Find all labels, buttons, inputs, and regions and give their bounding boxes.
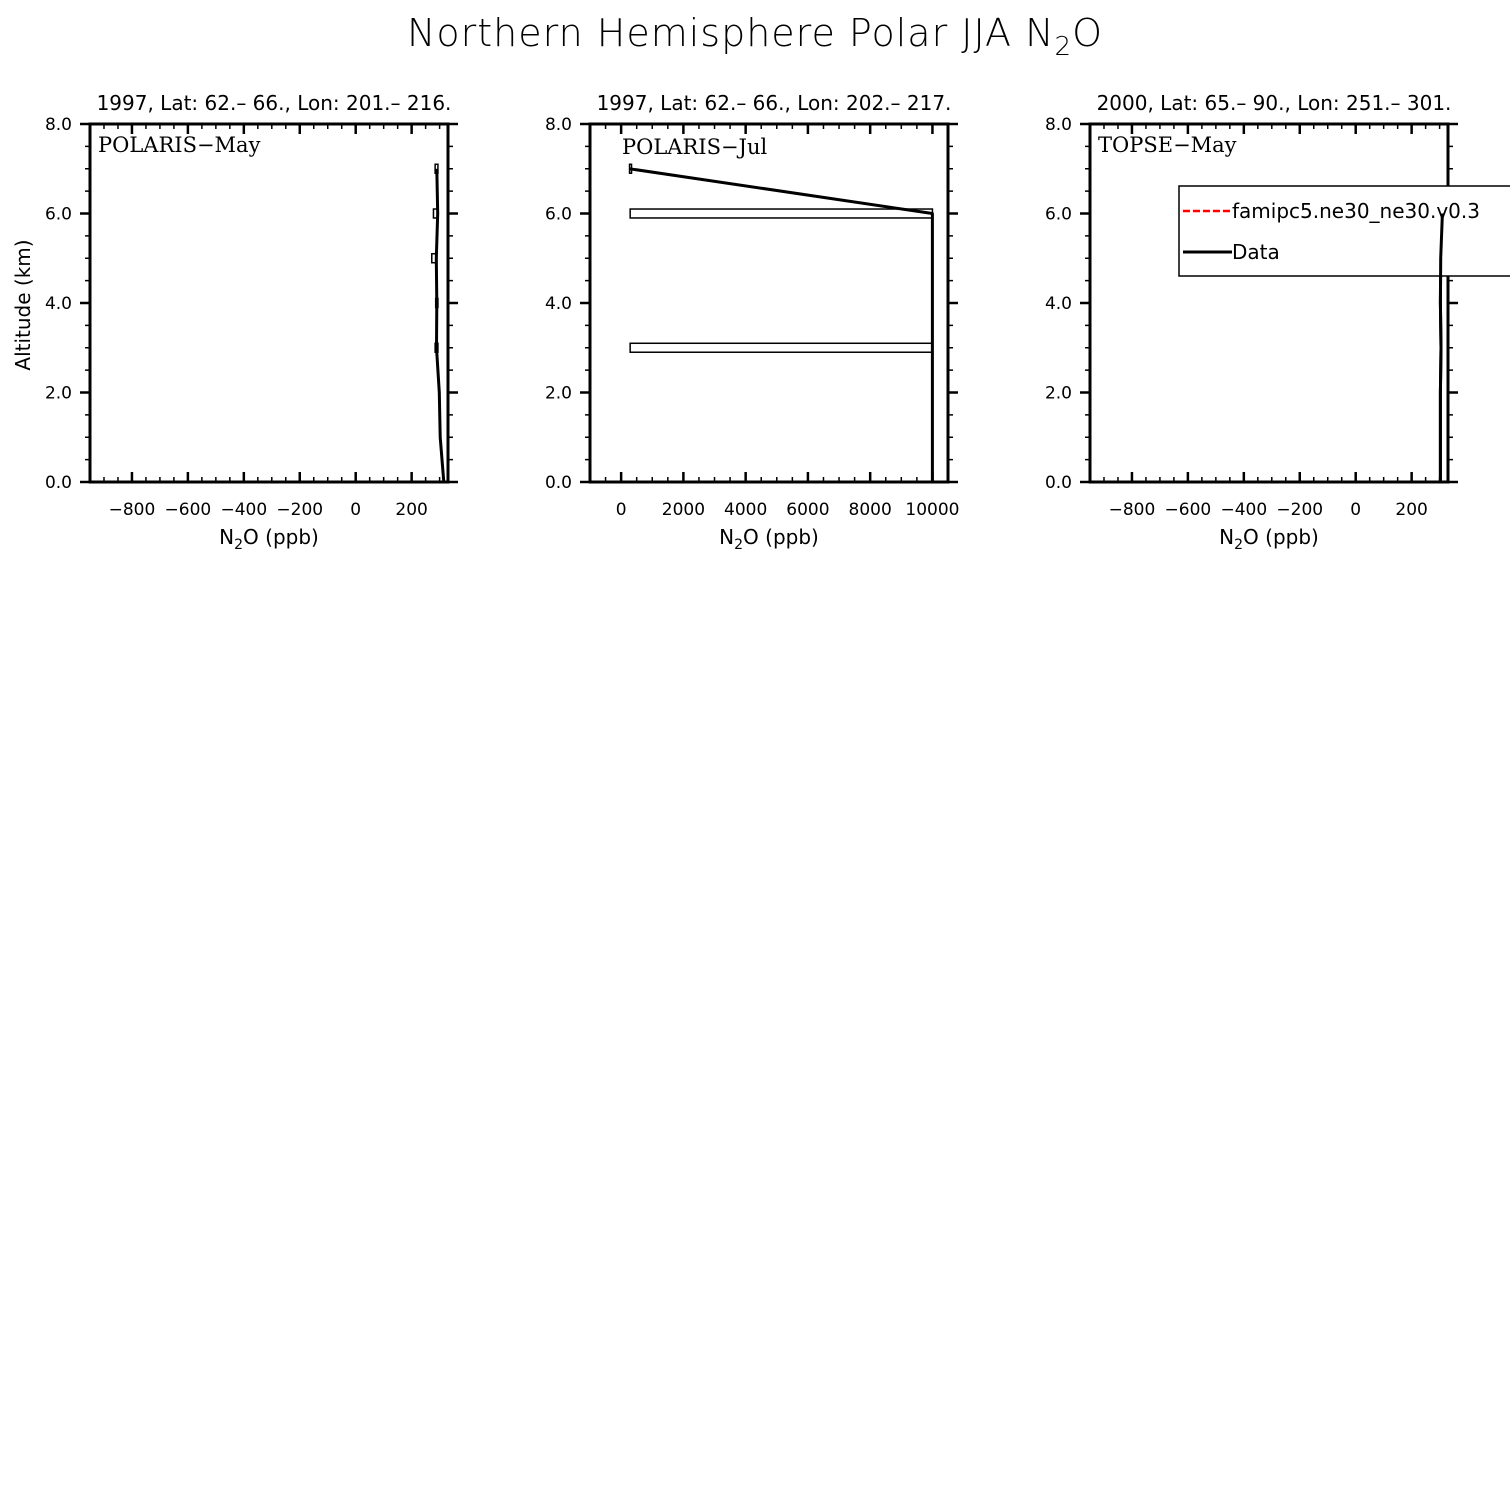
y-tick-label: 2.0 [44, 383, 72, 404]
y-tick-label: 4.0 [544, 294, 572, 314]
x-tick-label: −600 [164, 500, 212, 520]
y-tick-label: 8.0 [544, 115, 572, 135]
plot-frame [590, 124, 948, 482]
y-tick-label: 6.0 [1044, 204, 1072, 225]
figure-title: Northern Hemisphere Polar JJA $N_2O$ [406, 11, 1104, 62]
x-tick-label: −800 [108, 500, 156, 520]
x-tick-label: 6000 [786, 500, 830, 520]
series-line-overlay [1440, 214, 1442, 483]
mission-label: TOPSE−May [1098, 133, 1237, 157]
x-axis-label-sub: 2 [234, 537, 244, 553]
x-axis-label-part: O (ppb) [743, 525, 819, 549]
panel-3 [1045, 91, 1510, 553]
y-tick-label: 4.0 [44, 294, 72, 314]
x-axis-label-part: N [1219, 525, 1235, 549]
plot-frame [90, 124, 448, 482]
panel-subtitle: 1997, Lat: 62.– 66., Lon: 202.– 217. [596, 91, 952, 115]
range-box [630, 209, 932, 218]
x-tick-label: 0 [1350, 500, 1362, 520]
x-tick-label: 200 [395, 500, 428, 520]
x-tick-label: 200 [1395, 500, 1428, 520]
x-axis-label [719, 525, 819, 553]
range-box [630, 343, 932, 352]
legend-label-2: Data [1232, 240, 1280, 264]
x-tick-label: −200 [1276, 500, 1324, 520]
x-tick-label: 0 [615, 500, 627, 520]
x-axis-label [219, 525, 319, 553]
mission-label: POLARIS−Jul [622, 135, 768, 159]
x-axis-label-part: O (ppb) [1243, 525, 1319, 549]
y-tick-label: 0.0 [44, 473, 72, 493]
panel-subtitle: 1997, Lat: 62.– 66., Lon: 201.– 216. [96, 91, 452, 115]
y-tick-label: 8.0 [44, 115, 72, 135]
y-axis-label: Altitude (km) [11, 239, 35, 371]
y-tick-label: 4.0 [1044, 294, 1072, 314]
legend-label-1: famipc5.ne30_ne30.v0.3 [1232, 199, 1480, 223]
x-tick-label: 2000 [661, 500, 706, 520]
x-tick-label: 0 [350, 500, 362, 520]
y-tick-label: 0.0 [544, 473, 572, 493]
data-layer [630, 164, 933, 482]
x-axis-label [1219, 525, 1319, 553]
panel-subtitle: 2000, Lat: 65.– 90., Lon: 251.– 301. [1096, 91, 1452, 115]
x-tick-label: −600 [1164, 500, 1212, 520]
panel-2 [545, 91, 960, 553]
y-tick-label: 2.0 [1044, 383, 1072, 404]
x-tick-label: −200 [276, 500, 324, 520]
y-tick-label: 6.0 [44, 204, 72, 225]
panel-1 [11, 91, 458, 553]
x-axis-label-sub: 2 [734, 537, 744, 553]
x-axis-label-part: N [719, 525, 735, 549]
legend [1179, 186, 1510, 276]
x-tick-label: 10000 [905, 500, 960, 520]
y-tick-label: 6.0 [544, 204, 572, 225]
x-tick-label: 8000 [848, 500, 892, 520]
y-tick-label: 0.0 [1044, 473, 1072, 493]
mission-label: POLARIS−May [98, 133, 261, 157]
series-line-data [436, 169, 444, 482]
y-tick-label: 2.0 [544, 383, 572, 404]
x-axis-label-part: O (ppb) [243, 525, 319, 549]
plot-frame [1090, 124, 1448, 482]
x-tick-label: −400 [1220, 500, 1268, 520]
x-axis-label-part: N [219, 525, 235, 549]
x-tick-label: −400 [220, 500, 268, 520]
x-tick-label: 4000 [724, 500, 768, 520]
x-axis-label-sub: 2 [1234, 537, 1244, 553]
y-tick-label: 8.0 [1044, 115, 1072, 135]
data-layer [432, 164, 444, 482]
x-tick-label: −800 [1108, 500, 1156, 520]
